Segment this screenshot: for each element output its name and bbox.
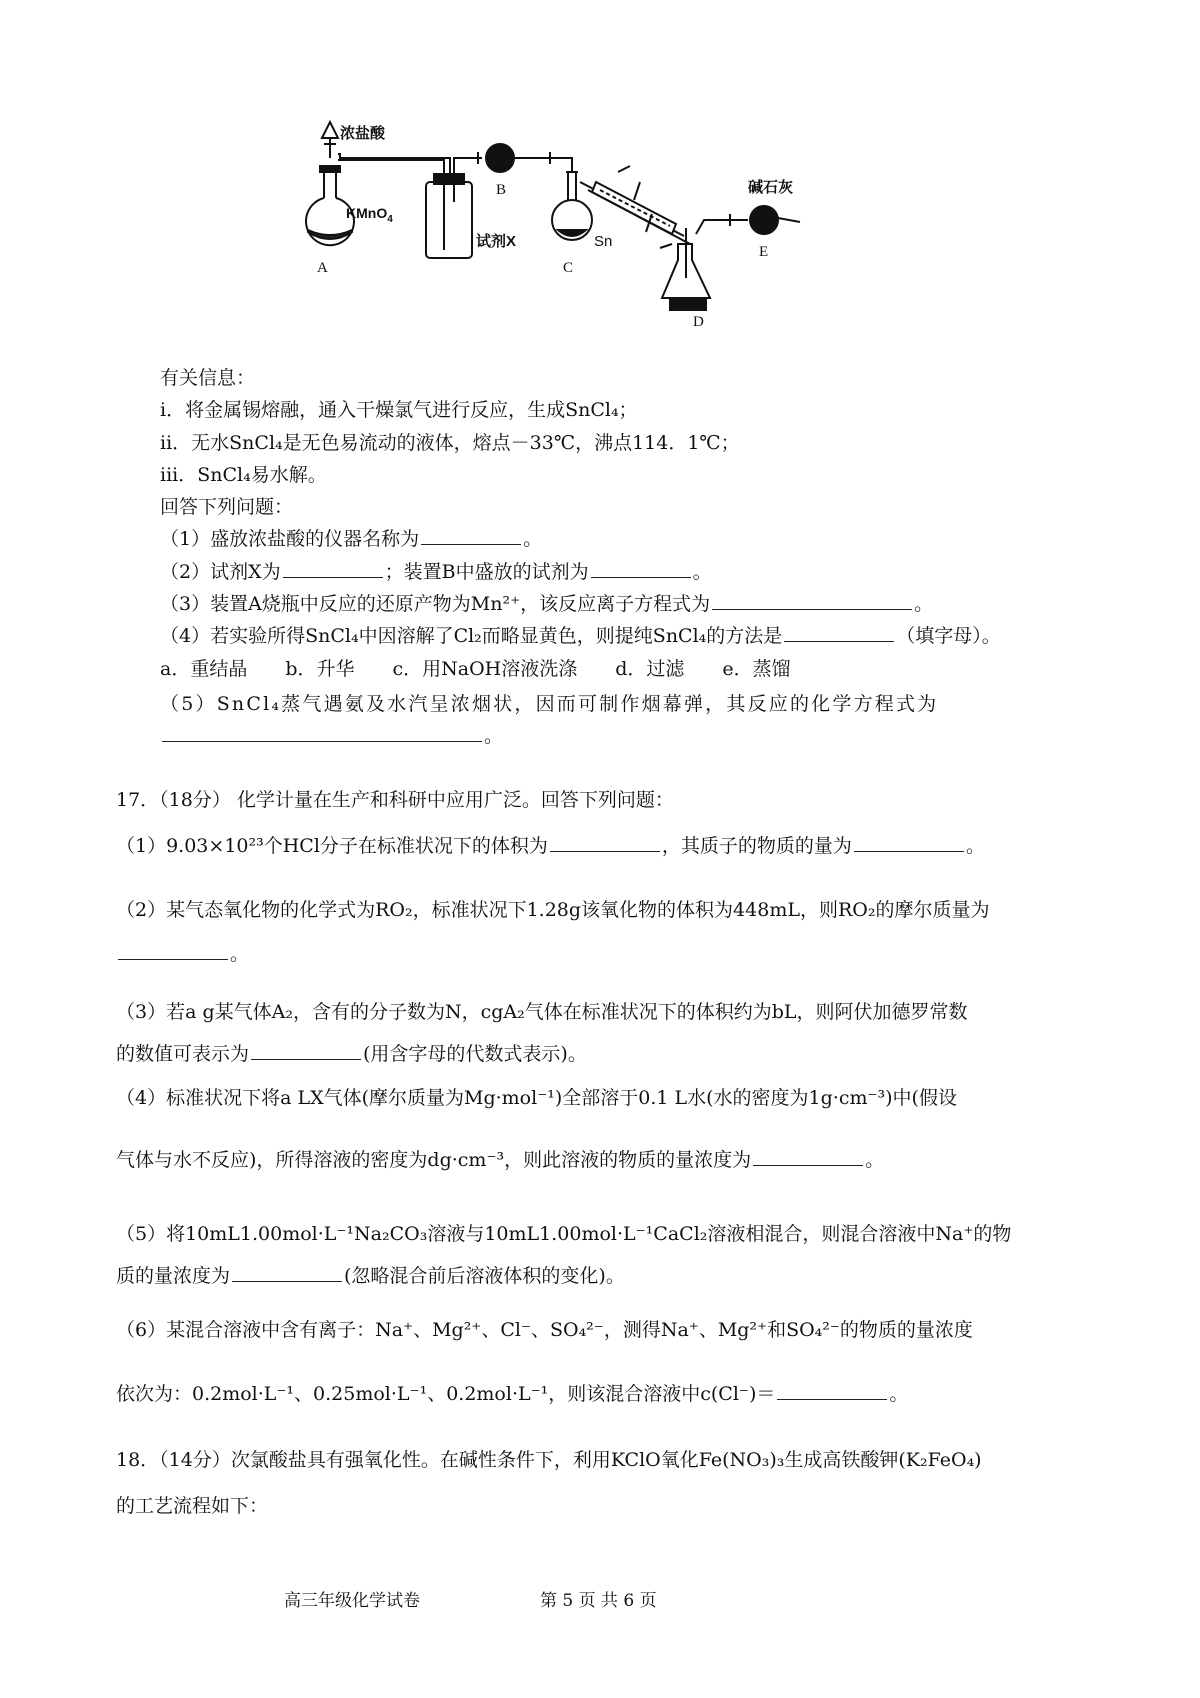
answer-blank[interactable] [591, 559, 691, 578]
letter-a: A [317, 260, 328, 276]
answer-blank[interactable] [753, 1147, 863, 1166]
q17-part-4: （4）标准状况下将a LX气体(摩尔质量为Mg·mol⁻¹)全部溶于0.1 L水(水的密度为1g·cm⁻³)中(假设 [116, 1087, 957, 1109]
q17-part-6: （6）某混合溶液中含有离子：Na⁺、Mg²⁺、Cl⁻、SO₄²⁻，测得Na⁺、Mg²⁺和SO₄²⁻的物质的量浓度 [116, 1319, 973, 1341]
answer-blank[interactable] [283, 559, 383, 578]
letter-b: B [496, 182, 507, 198]
q17-part-4-cont: 气体与水不反应)，所得溶液的密度为dg·cm⁻³，则此溶液的物质的量浓度为 。 [116, 1149, 885, 1171]
answer-blank[interactable] [777, 1381, 887, 1400]
q17-part-2: （2）某气态氧化物的化学式为RO₂，标准状况下1.28g该氧化物的体积为448mL，则RO₂的摩尔质量为 [116, 899, 990, 921]
q16-part-5: （5）SnCl₄蒸气遇氨及水汽呈浓烟状，因而可制作烟幕弹，其反应的化学方程式为 [160, 693, 939, 715]
info-line-1: i．将金属锡熔融，通入干燥氯气进行反应，生成SnCl₄； [160, 399, 638, 421]
answer-blank[interactable] [712, 591, 912, 610]
sn-label: Sn [594, 233, 613, 250]
q18-heading: 18．（14分）次氯酸盐具有强氧化性。在碱性条件下，利用KClO氧化Fe(NO₃)₃生成高铁酸钾(K₂FeO₄) [116, 1449, 982, 1471]
info-line-3: iii．SnCl₄易水解。 [160, 464, 327, 486]
answer-blank[interactable] [550, 833, 660, 852]
q16-part-3: （3）装置A烧瓶中反应的还原产物为Mn²⁺，该反应离子方程式为 。 [160, 593, 934, 615]
q17-part-1: （1）9.03×10²³个HCl分子在标准状况下的体积为 ，其质子的物质的量为 。 [116, 835, 985, 857]
footer-title: 高三年级化学试卷 [284, 1591, 420, 1611]
q17-part-5-cont: 质的量浓度为 (忽略混合前后溶液体积的变化)。 [116, 1265, 625, 1287]
answer-prompt: 回答下列问题： [160, 496, 294, 518]
answer-blank[interactable] [854, 833, 964, 852]
info-heading: 有关信息： [160, 367, 256, 389]
kmno4-label: KMnO$_4$ [346, 205, 393, 225]
answer-blank[interactable] [118, 941, 228, 960]
letter-c: C [563, 260, 574, 276]
hcl-label: 浓盐酸 [340, 125, 386, 142]
answer-blank[interactable] [784, 623, 894, 642]
q16-part-1: （1）盛放浓盐酸的仪器名称为 。 [160, 528, 543, 550]
q17-part-3: （3）若a g某气体A₂，含有的分子数为N，cgA₂气体在标准状况下的体积约为bL，则阿伏加德罗常数 [116, 1001, 968, 1023]
answer-blank[interactable] [162, 723, 482, 742]
q16-part-2: （2）试剂X为 ；装置B中盛放的试剂为 。 [160, 561, 712, 583]
letter-d: D [693, 314, 704, 330]
q17-part-2-answer: 。 [116, 940, 249, 968]
letter-e: E [759, 244, 769, 260]
answer-blank[interactable] [421, 526, 521, 545]
q18-line-2: 的工艺流程如下： [116, 1495, 269, 1517]
info-line-2: ii．无水SnCl₄是无色易流动的液体，熔点－33℃，沸点114．1℃； [160, 432, 740, 454]
q17-heading: 17．（18分） 化学计量在生产和科研中应用广泛。回答下列问题： [116, 789, 674, 811]
apparatus-diagram [300, 110, 820, 330]
q17-part-3-cont: 的数值可表示为 (用含字母的代数式表示)。 [116, 1043, 587, 1065]
answer-blank[interactable] [232, 1263, 342, 1282]
q17-part-5: （5）将10mL1.00mol·L⁻¹Na₂CO₃溶液与10mL1.00mol·L⁻¹CaCl₂溶液相混合，则混合溶液中Na⁺的物 [116, 1223, 1012, 1245]
soda-lime-label: 碱石灰 [748, 179, 794, 196]
answer-blank[interactable] [251, 1041, 361, 1060]
q16-part-4: （4）若实验所得SnCl₄中因溶解了Cl₂而略显黄色，则提纯SnCl₄的方法是 （填字母）。 [160, 625, 1001, 647]
q16-part-5-answer: 。 [160, 722, 503, 750]
q17-part-6-cont: 依次为：0.2mol·L⁻¹、0.25mol·L⁻¹、0.2mol·L⁻¹，则该混合溶液中c(Cl⁻)＝ 。 [116, 1383, 909, 1405]
footer-page-number: 第 5 页 共 6 页 [540, 1591, 657, 1611]
q16-options: a．重结晶 b．升华 c．用NaOH溶液洗涤 d．过滤 e．蒸馏 [160, 658, 791, 680]
reagent-x-label: 试剂X [476, 233, 517, 250]
